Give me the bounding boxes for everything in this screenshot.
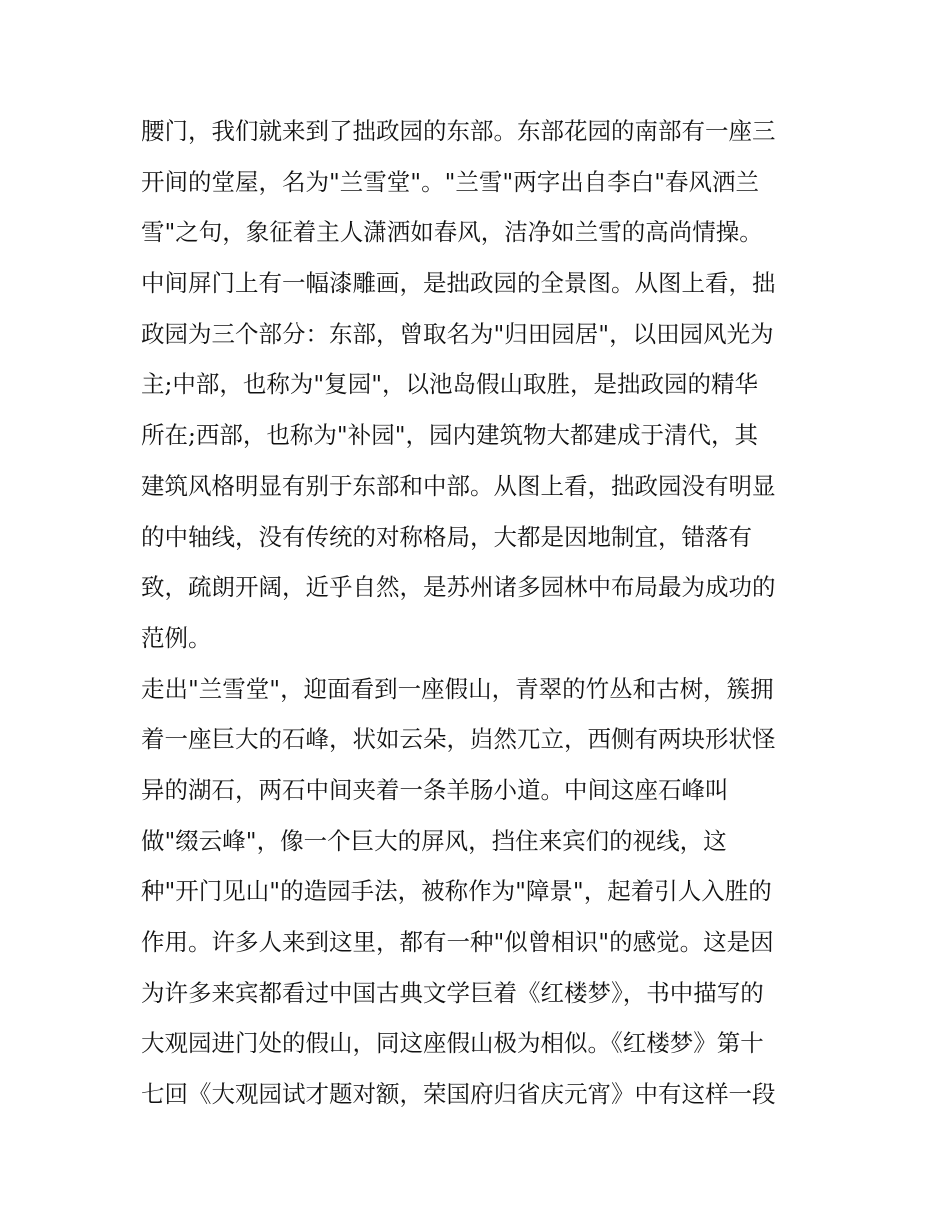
text-line: 腰门，我们就来到了拙政园的东部。东部花园的南部有一座三 bbox=[141, 117, 776, 145]
text-line: 的中轴线，没有传统的对称格局，大都是因地制宜，错落有 bbox=[141, 522, 752, 551]
text-line: 作用。许多人来到这里，都有一种"似曾相识"的感觉。这是因 bbox=[141, 928, 774, 956]
text-line: 走出"兰雪堂"，迎面看到一座假山，青翠的竹丛和古树，簇拥 bbox=[141, 674, 774, 703]
text-line: 为许多来宾都看过中国古典文学巨着《红楼梦》，书中描写的 bbox=[141, 978, 764, 1007]
text-line: 七回《大观园试才题对额，荣国府归省庆元宵》中有这样一段 bbox=[141, 1080, 776, 1109]
body-text bbox=[141, 106, 813, 1120]
text-line: 大观园进门处的假山，同这座假山极为相似。《红楼梦》第十 bbox=[141, 1029, 764, 1058]
text-line: 着一座巨大的石峰，状如云朵，岿然兀立，西侧有两块形状怪 bbox=[141, 725, 776, 754]
text-line: 范例。 bbox=[141, 623, 212, 652]
text-line: 主;中部，也称为"复园"，以池岛假山取胜，是拙政园的精华 bbox=[141, 370, 759, 399]
text-line: 开间的堂屋，名为"兰雪堂"。"兰雪"两字出自李白"春风洒兰 bbox=[141, 167, 760, 196]
text-line: 雪"之句，象征着主人潇洒如春风，洁净如兰雪的高尚情操。 bbox=[141, 218, 763, 247]
text-line: 所在;西部，也称为"补园"，园内建筑物大都建成于清代，其 bbox=[141, 421, 759, 450]
text-line: 致，疏朗开阔，近乎自然，是苏州诸多园林中布局最为成功的 bbox=[141, 573, 776, 602]
text-line: 政园为三个部分：东部，曾取名为"归田园居"，以田园风光为 bbox=[141, 319, 774, 348]
text-line: 异的湖石，两石中间夹着一条羊肠小道。中间这座石峰叫 bbox=[141, 775, 729, 804]
text-line: 做"缀云峰"，像一个巨大的屏风，挡住来宾们的视线，这 bbox=[141, 826, 727, 855]
text-line: 中间屏门上有一幅漆雕画，是拙政园的全景图。从图上看，拙 bbox=[141, 269, 776, 298]
text-line: 建筑风格明显有别于东部和中部。从图上看，拙政园没有明显 bbox=[141, 471, 776, 500]
text-line: 种"开门见山"的造园手法，被称作为"障景"，起着引人入胜的 bbox=[141, 877, 772, 906]
